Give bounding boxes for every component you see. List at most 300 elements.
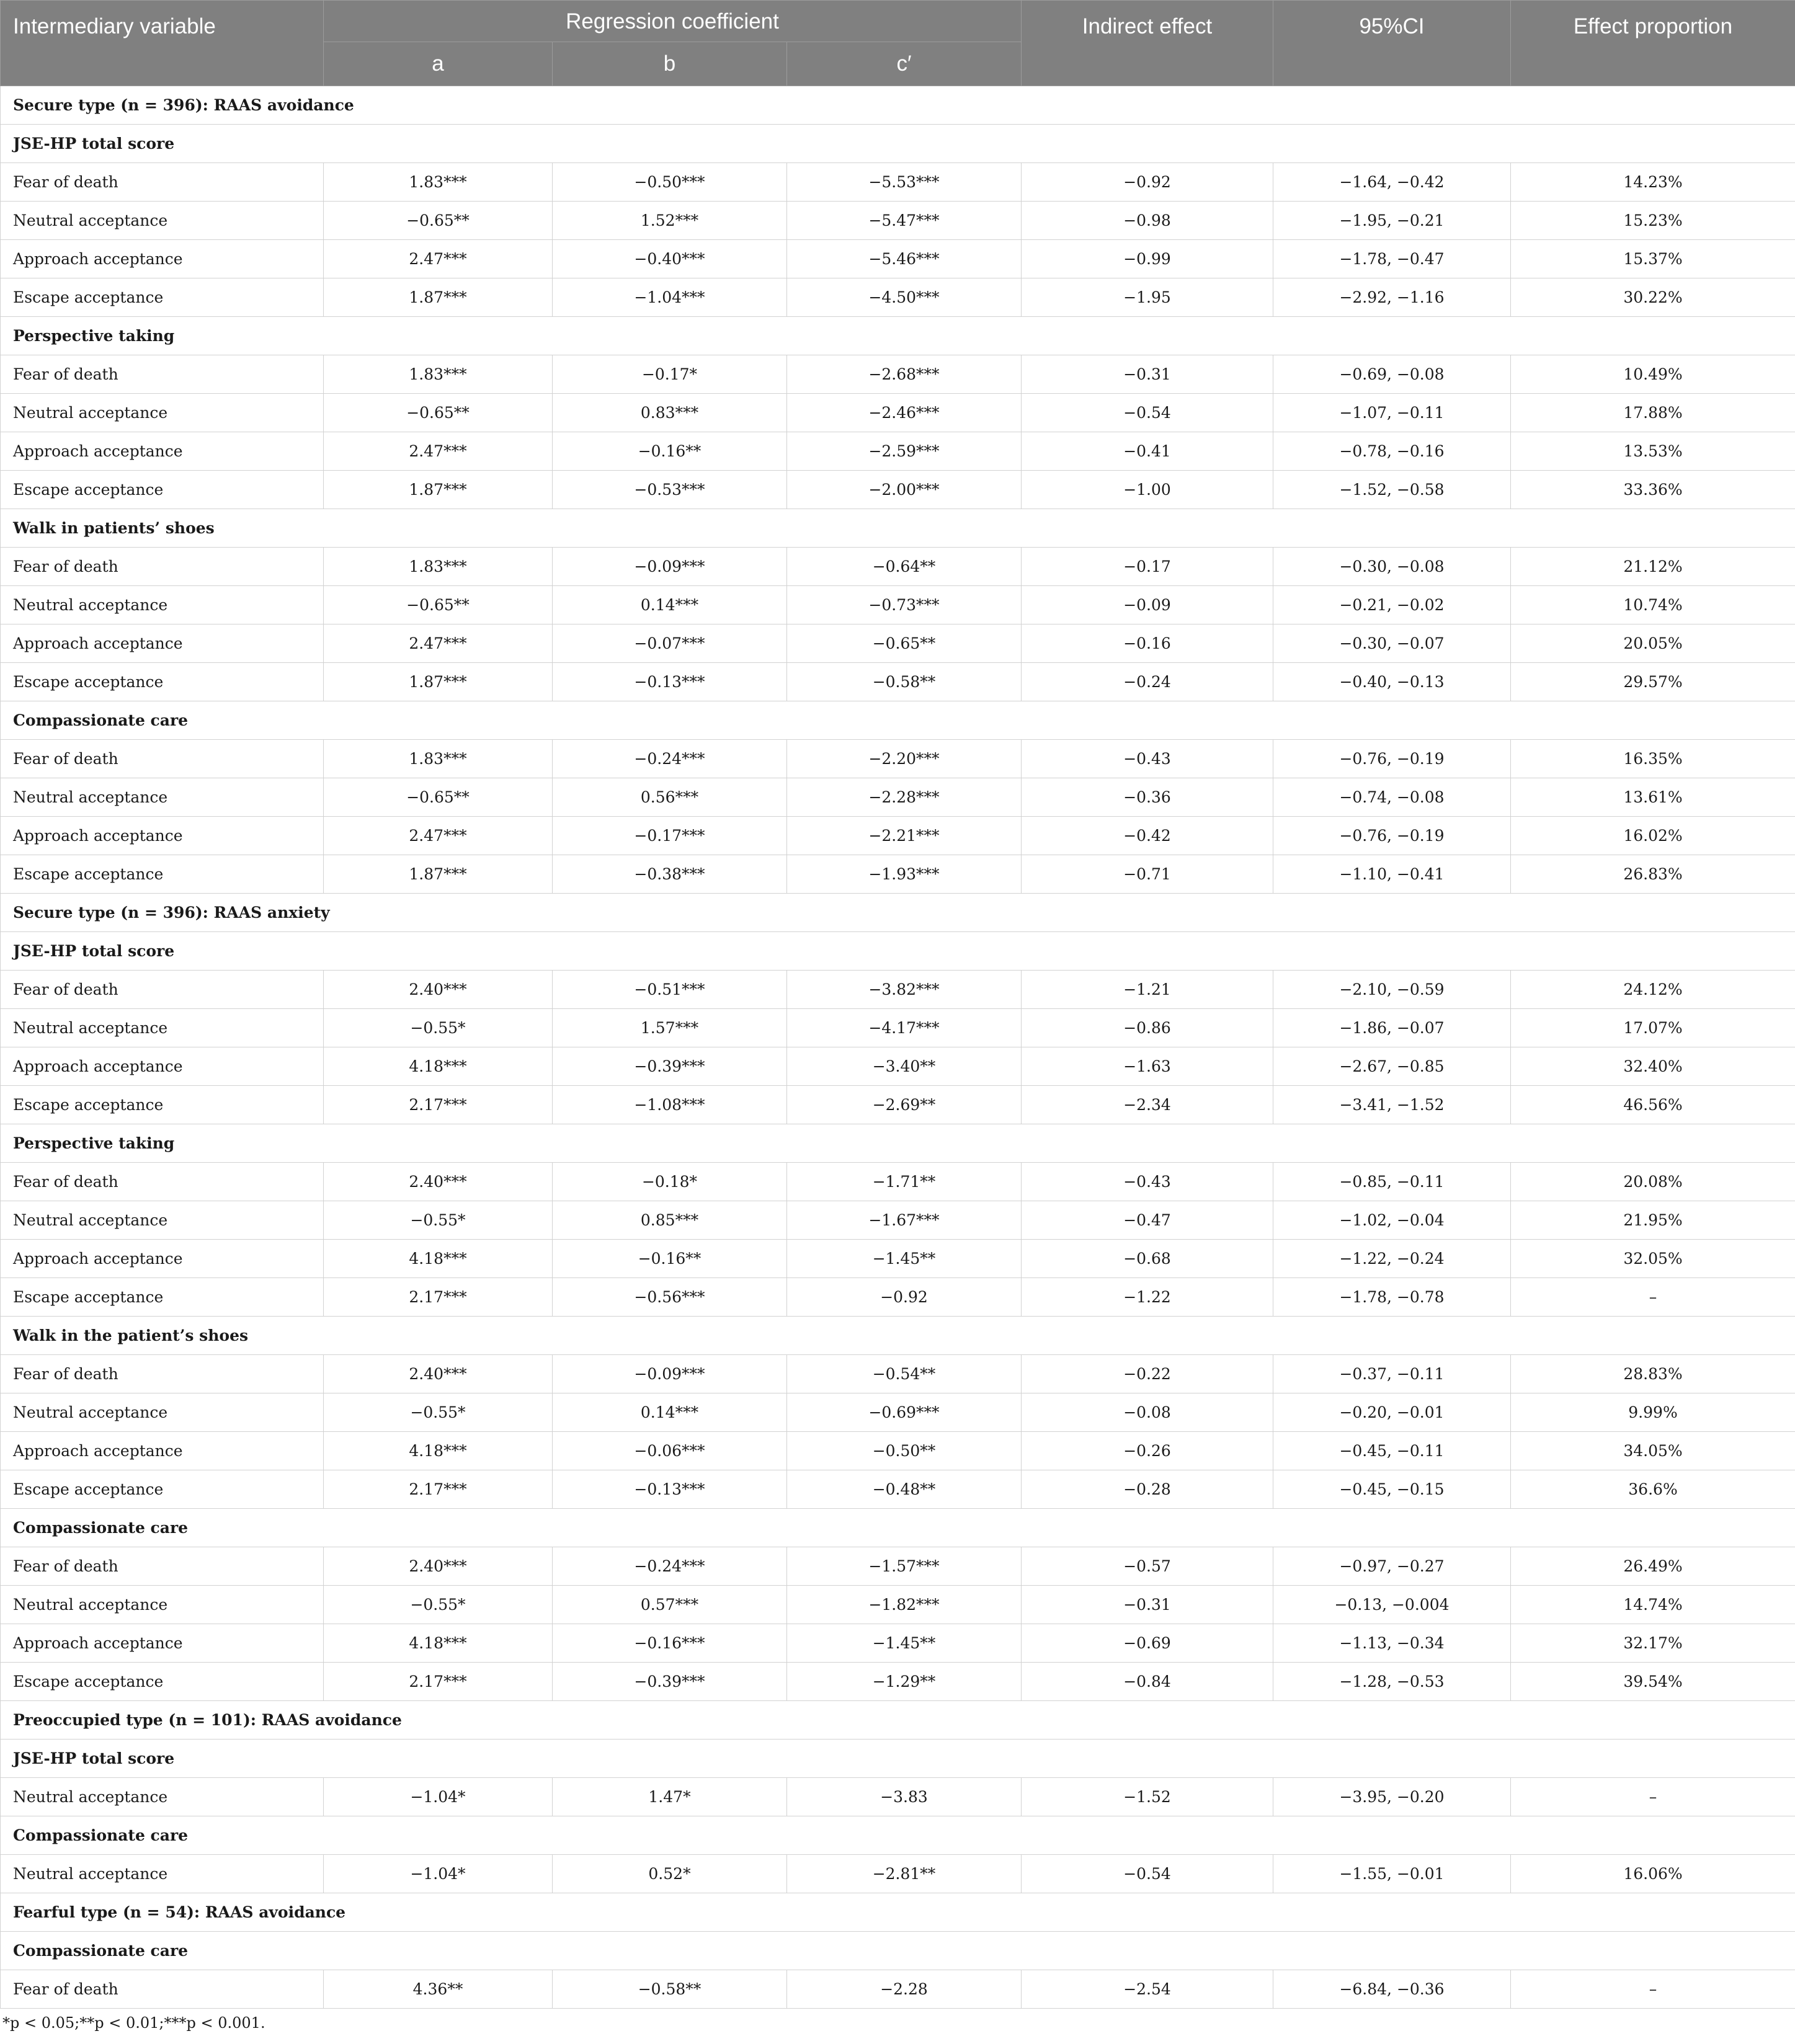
intermediary-variable-cell: Neutral acceptance	[1, 394, 324, 432]
ci-cell: −0.37, −0.11	[1273, 1355, 1511, 1393]
coef-b-cell: −0.39***	[553, 1047, 787, 1086]
coef-b-cell: 0.57***	[553, 1586, 787, 1624]
intermediary-variable-cell: Escape acceptance	[1, 663, 324, 701]
section-header-row	[1, 86, 1795, 125]
table-row	[1, 1201, 1795, 1240]
ci-cell: −0.13, −0.004	[1273, 1586, 1511, 1624]
coef-b-cell: 0.83***	[553, 394, 787, 432]
intermediary-variable-cell: Fear of death	[1, 971, 324, 1009]
table-row	[1, 1970, 1795, 2009]
effect-proportion-cell: 34.05%	[1511, 1432, 1795, 1470]
table-row	[1, 548, 1795, 586]
coef-c-prime-cell: −0.48**	[787, 1470, 1022, 1509]
group-label: Compassionate care	[1, 701, 1795, 740]
intermediary-variable-cell: Fear of death	[1, 548, 324, 586]
coef-a-cell: 1.83***	[324, 548, 553, 586]
coef-c-prime-cell: −2.28***	[787, 778, 1022, 817]
indirect-effect-cell: −0.84	[1022, 1663, 1273, 1701]
intermediary-variable-cell: Escape acceptance	[1, 1470, 324, 1509]
coef-a-cell: −0.65**	[324, 202, 553, 240]
ci-cell: −1.78, −0.78	[1273, 1278, 1511, 1317]
table-row	[1, 586, 1795, 624]
ci-cell: −1.22, −0.24	[1273, 1240, 1511, 1278]
indirect-effect-cell: −0.43	[1022, 740, 1273, 778]
ci-cell: −1.13, −0.34	[1273, 1624, 1511, 1663]
coef-c-prime-cell: −0.69***	[787, 1393, 1022, 1432]
intermediary-variable-cell: Escape acceptance	[1, 1278, 324, 1317]
table-body	[1, 86, 1795, 2009]
indirect-effect-cell: −0.08	[1022, 1393, 1273, 1432]
indirect-effect-cell: −0.47	[1022, 1201, 1273, 1240]
coef-a-cell: −0.65**	[324, 586, 553, 624]
coef-a-cell: 1.83***	[324, 740, 553, 778]
coef-a-cell: 2.40***	[324, 1355, 553, 1393]
coef-a-cell: 1.87***	[324, 471, 553, 509]
table-row	[1, 394, 1795, 432]
group-label: Walk in patients’ shoes	[1, 509, 1795, 548]
effect-proportion-cell: 10.74%	[1511, 586, 1795, 624]
ci-cell: −1.02, −0.04	[1273, 1201, 1511, 1240]
group-header-row	[1, 1932, 1795, 1970]
indirect-effect-cell: −0.16	[1022, 624, 1273, 663]
intermediary-variable-cell: Fear of death	[1, 1547, 324, 1586]
table-row	[1, 1240, 1795, 1278]
table-row	[1, 1009, 1795, 1047]
coef-b-cell: −0.16**	[553, 1240, 787, 1278]
group-label: Compassionate care	[1, 1932, 1795, 1970]
ci-cell: −0.74, −0.08	[1273, 778, 1511, 817]
group-label: Perspective taking	[1, 1124, 1795, 1163]
table-row	[1, 1624, 1795, 1663]
indirect-effect-cell: −0.17	[1022, 548, 1273, 586]
intermediary-variable-cell: Neutral acceptance	[1, 1855, 324, 1893]
coef-a-cell: 1.87***	[324, 663, 553, 701]
header-regression: Regression coefficient	[324, 1, 1022, 42]
table-row	[1, 817, 1795, 855]
group-header-row	[1, 1816, 1795, 1855]
effect-proportion-cell: 36.6%	[1511, 1470, 1795, 1509]
coef-c-prime-cell: −2.59***	[787, 432, 1022, 471]
effect-proportion-cell: 33.36%	[1511, 471, 1795, 509]
table-row	[1, 855, 1795, 894]
coef-a-cell: 4.18***	[324, 1624, 553, 1663]
indirect-effect-cell: −1.00	[1022, 471, 1273, 509]
coef-a-cell: 4.18***	[324, 1432, 553, 1470]
indirect-effect-cell: −0.98	[1022, 202, 1273, 240]
coef-a-cell: 1.83***	[324, 355, 553, 394]
ci-cell: −0.85, −0.11	[1273, 1163, 1511, 1201]
indirect-effect-cell: −0.68	[1022, 1240, 1273, 1278]
effect-proportion-cell: 10.49%	[1511, 355, 1795, 394]
coef-b-cell: −0.51***	[553, 971, 787, 1009]
indirect-effect-cell: −0.31	[1022, 355, 1273, 394]
ci-cell: −0.30, −0.07	[1273, 624, 1511, 663]
coef-b-cell: −0.07***	[553, 624, 787, 663]
indirect-effect-cell: −0.22	[1022, 1355, 1273, 1393]
coef-c-prime-cell: −2.68***	[787, 355, 1022, 394]
indirect-effect-cell: −1.63	[1022, 1047, 1273, 1086]
effect-proportion-cell: 28.83%	[1511, 1355, 1795, 1393]
table-row	[1, 1086, 1795, 1124]
coef-a-cell: 4.18***	[324, 1047, 553, 1086]
header-intermediary: Intermediary variable	[1, 1, 324, 86]
coef-b-cell: 1.52***	[553, 202, 787, 240]
effect-proportion-cell: 24.12%	[1511, 971, 1795, 1009]
coef-a-cell: −0.55*	[324, 1201, 553, 1240]
table-row	[1, 278, 1795, 317]
ci-cell: −2.67, −0.85	[1273, 1047, 1511, 1086]
table-row	[1, 1470, 1795, 1509]
coef-a-cell: 2.17***	[324, 1470, 553, 1509]
intermediary-variable-cell: Approach acceptance	[1, 1047, 324, 1086]
section-label: Fearful type (n = 54): RAAS avoidance	[1, 1893, 1795, 1932]
coef-a-cell: −0.55*	[324, 1009, 553, 1047]
coef-b-cell: −1.04***	[553, 278, 787, 317]
section-header-row	[1, 894, 1795, 932]
ci-cell: −0.69, −0.08	[1273, 355, 1511, 394]
effect-proportion-cell: 20.05%	[1511, 624, 1795, 663]
coef-b-cell: −0.24***	[553, 1547, 787, 1586]
table-row	[1, 432, 1795, 471]
indirect-effect-cell: −0.57	[1022, 1547, 1273, 1586]
table-row	[1, 624, 1795, 663]
indirect-effect-cell: −0.24	[1022, 663, 1273, 701]
coef-b-cell: 0.14***	[553, 586, 787, 624]
indirect-effect-cell: −1.22	[1022, 1278, 1273, 1317]
table-row	[1, 1586, 1795, 1624]
group-header-row	[1, 932, 1795, 971]
coef-b-cell: −0.40***	[553, 240, 787, 278]
section-label: Preoccupied type (n = 101): RAAS avoidance	[1, 1701, 1795, 1740]
ci-cell: −2.10, −0.59	[1273, 971, 1511, 1009]
intermediary-variable-cell: Neutral acceptance	[1, 778, 324, 817]
indirect-effect-cell: −0.26	[1022, 1432, 1273, 1470]
intermediary-variable-cell: Neutral acceptance	[1, 1586, 324, 1624]
effect-proportion-cell: –	[1511, 1970, 1795, 2009]
coef-a-cell: 2.47***	[324, 624, 553, 663]
coef-a-cell: 2.40***	[324, 971, 553, 1009]
coef-c-prime-cell: −2.21***	[787, 817, 1022, 855]
indirect-effect-cell: −1.52	[1022, 1778, 1273, 1816]
coef-b-cell: −0.17*	[553, 355, 787, 394]
indirect-effect-cell: −0.41	[1022, 432, 1273, 471]
effect-proportion-cell: 15.37%	[1511, 240, 1795, 278]
coef-c-prime-cell: −4.50***	[787, 278, 1022, 317]
effect-proportion-cell: 16.06%	[1511, 1855, 1795, 1893]
coef-c-prime-cell: −3.83	[787, 1778, 1022, 1816]
coef-b-cell: 1.47*	[553, 1778, 787, 1816]
ci-cell: −1.55, −0.01	[1273, 1855, 1511, 1893]
header-c-prime: c′	[787, 42, 1022, 86]
intermediary-variable-cell: Neutral acceptance	[1, 1201, 324, 1240]
coef-b-cell: −1.08***	[553, 1086, 787, 1124]
ci-cell: −3.95, −0.20	[1273, 1778, 1511, 1816]
coef-c-prime-cell: −0.65**	[787, 624, 1022, 663]
coef-c-prime-cell: −2.00***	[787, 471, 1022, 509]
coef-b-cell: 1.57***	[553, 1009, 787, 1047]
group-header-row	[1, 509, 1795, 548]
coef-c-prime-cell: −4.17***	[787, 1009, 1022, 1047]
ci-cell: −0.78, −0.16	[1273, 432, 1511, 471]
coef-a-cell: 1.87***	[324, 278, 553, 317]
effect-proportion-cell: 16.02%	[1511, 817, 1795, 855]
table-row	[1, 355, 1795, 394]
group-header-row	[1, 1740, 1795, 1778]
effect-proportion-cell: 16.35%	[1511, 740, 1795, 778]
intermediary-variable-cell: Escape acceptance	[1, 1663, 324, 1701]
ci-cell: −0.21, −0.02	[1273, 586, 1511, 624]
effect-proportion-cell: 14.74%	[1511, 1586, 1795, 1624]
coef-c-prime-cell: −0.92	[787, 1278, 1022, 1317]
table-row	[1, 1047, 1795, 1086]
coef-a-cell: −1.04*	[324, 1778, 553, 1816]
table-row	[1, 1278, 1795, 1317]
header-indirect: Indirect effect	[1022, 1, 1273, 86]
coef-a-cell: −0.65**	[324, 778, 553, 817]
group-header-row	[1, 1317, 1795, 1355]
coef-c-prime-cell: −1.57***	[787, 1547, 1022, 1586]
coef-a-cell: 4.36**	[324, 1970, 553, 2009]
indirect-effect-cell: −0.92	[1022, 163, 1273, 202]
coef-a-cell: 2.17***	[324, 1086, 553, 1124]
coef-c-prime-cell: −1.45**	[787, 1240, 1022, 1278]
intermediary-variable-cell: Approach acceptance	[1, 432, 324, 471]
intermediary-variable-cell: Approach acceptance	[1, 1240, 324, 1278]
coef-c-prime-cell: −0.73***	[787, 586, 1022, 624]
table-header	[1, 1, 1795, 86]
coef-c-prime-cell: −1.93***	[787, 855, 1022, 894]
group-header-row	[1, 317, 1795, 355]
coef-a-cell: 2.47***	[324, 817, 553, 855]
effect-proportion-cell: 14.23%	[1511, 163, 1795, 202]
effect-proportion-cell: 32.05%	[1511, 1240, 1795, 1278]
coef-c-prime-cell: −3.40**	[787, 1047, 1022, 1086]
coef-b-cell: −0.39***	[553, 1663, 787, 1701]
indirect-effect-cell: −2.54	[1022, 1970, 1273, 2009]
ci-cell: −0.30, −0.08	[1273, 548, 1511, 586]
coef-b-cell: 0.14***	[553, 1393, 787, 1432]
ci-cell: −1.10, −0.41	[1273, 855, 1511, 894]
header-ci: 95%CI	[1273, 1, 1511, 86]
ci-cell: −3.41, −1.52	[1273, 1086, 1511, 1124]
table-row	[1, 1855, 1795, 1893]
group-header-row	[1, 125, 1795, 163]
indirect-effect-cell: −0.43	[1022, 1163, 1273, 1201]
effect-proportion-cell: 46.56%	[1511, 1086, 1795, 1124]
effect-proportion-cell: 15.23%	[1511, 202, 1795, 240]
section-label: Secure type (n = 396): RAAS anxiety	[1, 894, 1795, 932]
coef-c-prime-cell: −0.50**	[787, 1432, 1022, 1470]
coef-b-cell: −0.13***	[553, 1470, 787, 1509]
group-label: Perspective taking	[1, 317, 1795, 355]
intermediary-variable-cell: Fear of death	[1, 1163, 324, 1201]
coef-c-prime-cell: −0.58**	[787, 663, 1022, 701]
coef-b-cell: −0.24***	[553, 740, 787, 778]
coef-b-cell: −0.58**	[553, 1970, 787, 2009]
intermediary-variable-cell: Neutral acceptance	[1, 1009, 324, 1047]
table-row	[1, 1355, 1795, 1393]
ci-cell: −0.76, −0.19	[1273, 817, 1511, 855]
coef-c-prime-cell: −3.82***	[787, 971, 1022, 1009]
group-label: JSE-HP total score	[1, 125, 1795, 163]
group-label: Compassionate care	[1, 1816, 1795, 1855]
coef-b-cell: −0.16***	[553, 1624, 787, 1663]
effect-proportion-cell: 9.99%	[1511, 1393, 1795, 1432]
intermediary-variable-cell: Escape acceptance	[1, 1086, 324, 1124]
effect-proportion-cell: 13.61%	[1511, 778, 1795, 817]
group-label: Compassionate care	[1, 1509, 1795, 1547]
coef-a-cell: 2.47***	[324, 240, 553, 278]
intermediary-variable-cell: Escape acceptance	[1, 278, 324, 317]
ci-cell: −1.64, −0.42	[1273, 163, 1511, 202]
group-label: JSE-HP total score	[1, 1740, 1795, 1778]
effect-proportion-cell: 39.54%	[1511, 1663, 1795, 1701]
intermediary-variable-cell: Fear of death	[1, 355, 324, 394]
table-row	[1, 971, 1795, 1009]
coef-c-prime-cell: −0.64**	[787, 548, 1022, 586]
indirect-effect-cell: −0.71	[1022, 855, 1273, 894]
ci-cell: −0.45, −0.15	[1273, 1470, 1511, 1509]
ci-cell: −1.52, −0.58	[1273, 471, 1511, 509]
intermediary-variable-cell: Escape acceptance	[1, 471, 324, 509]
coef-b-cell: 0.85***	[553, 1201, 787, 1240]
coef-a-cell: 1.83***	[324, 163, 553, 202]
effect-proportion-cell: 30.22%	[1511, 278, 1795, 317]
indirect-effect-cell: −0.54	[1022, 394, 1273, 432]
coef-a-cell: 2.17***	[324, 1278, 553, 1317]
effect-proportion-cell: –	[1511, 1778, 1795, 1816]
table-row	[1, 1663, 1795, 1701]
coef-a-cell: 2.17***	[324, 1663, 553, 1701]
effect-proportion-cell: 17.07%	[1511, 1009, 1795, 1047]
effect-proportion-cell: 17.88%	[1511, 394, 1795, 432]
indirect-effect-cell: −0.09	[1022, 586, 1273, 624]
table-row	[1, 663, 1795, 701]
effect-proportion-cell: 32.17%	[1511, 1624, 1795, 1663]
table-row	[1, 1778, 1795, 1816]
coef-b-cell: −0.06***	[553, 1432, 787, 1470]
ci-cell: −1.86, −0.07	[1273, 1009, 1511, 1047]
group-label: JSE-HP total score	[1, 932, 1795, 971]
intermediary-variable-cell: Approach acceptance	[1, 624, 324, 663]
indirect-effect-cell: −0.99	[1022, 240, 1273, 278]
ci-cell: −2.92, −1.16	[1273, 278, 1511, 317]
intermediary-variable-cell: Neutral acceptance	[1, 1393, 324, 1432]
intermediary-variable-cell: Fear of death	[1, 1970, 324, 2009]
header-a: a	[324, 42, 553, 86]
header-proportion: Effect proportion	[1511, 1, 1795, 86]
table-row	[1, 1547, 1795, 1586]
ci-cell: −0.20, −0.01	[1273, 1393, 1511, 1432]
effect-proportion-cell: 29.57%	[1511, 663, 1795, 701]
coef-b-cell: −0.38***	[553, 855, 787, 894]
coef-b-cell: −0.16**	[553, 432, 787, 471]
table-row	[1, 163, 1795, 202]
group-header-row	[1, 1509, 1795, 1547]
table-row	[1, 778, 1795, 817]
coef-b-cell: 0.56***	[553, 778, 787, 817]
ci-cell: −0.76, −0.19	[1273, 740, 1511, 778]
group-header-row	[1, 701, 1795, 740]
indirect-effect-cell: −1.95	[1022, 278, 1273, 317]
intermediary-variable-cell: Approach acceptance	[1, 1432, 324, 1470]
indirect-effect-cell: −0.28	[1022, 1470, 1273, 1509]
coef-c-prime-cell: −1.67***	[787, 1201, 1022, 1240]
coef-b-cell: −0.18*	[553, 1163, 787, 1201]
coef-c-prime-cell: −2.28	[787, 1970, 1022, 2009]
coef-a-cell: 4.18***	[324, 1240, 553, 1278]
header-b: b	[553, 42, 787, 86]
indirect-effect-cell: −2.34	[1022, 1086, 1273, 1124]
indirect-effect-cell: −0.31	[1022, 1586, 1273, 1624]
coef-a-cell: −0.55*	[324, 1586, 553, 1624]
intermediary-variable-cell: Approach acceptance	[1, 817, 324, 855]
coef-a-cell: 2.40***	[324, 1163, 553, 1201]
indirect-effect-cell: −1.21	[1022, 971, 1273, 1009]
coef-b-cell: −0.53***	[553, 471, 787, 509]
ci-cell: −1.78, −0.47	[1273, 240, 1511, 278]
coef-c-prime-cell: −1.29**	[787, 1663, 1022, 1701]
intermediary-variable-cell: Approach acceptance	[1, 240, 324, 278]
coef-c-prime-cell: −0.54**	[787, 1355, 1022, 1393]
section-label: Secure type (n = 396): RAAS avoidance	[1, 86, 1795, 125]
coef-c-prime-cell: −1.71**	[787, 1163, 1022, 1201]
section-header-row	[1, 1893, 1795, 1932]
indirect-effect-cell: −0.54	[1022, 1855, 1273, 1893]
ci-cell: −0.40, −0.13	[1273, 663, 1511, 701]
ci-cell: −0.45, −0.11	[1273, 1432, 1511, 1470]
table-footnote: *p < 0.05;**p < 0.01;***p < 0.001.	[2, 2014, 265, 2032]
indirect-effect-cell: −0.69	[1022, 1624, 1273, 1663]
group-header-row	[1, 1124, 1795, 1163]
coef-c-prime-cell: −5.53***	[787, 163, 1022, 202]
effect-proportion-cell: 21.12%	[1511, 548, 1795, 586]
coef-b-cell: −0.50***	[553, 163, 787, 202]
intermediary-variable-cell: Neutral acceptance	[1, 1778, 324, 1816]
table-row	[1, 1393, 1795, 1432]
intermediary-variable-cell: Neutral acceptance	[1, 202, 324, 240]
intermediary-variable-cell: Fear of death	[1, 1355, 324, 1393]
coef-c-prime-cell: −2.69**	[787, 1086, 1022, 1124]
effect-proportion-cell: 26.49%	[1511, 1547, 1795, 1586]
intermediary-variable-cell: Fear of death	[1, 740, 324, 778]
coef-a-cell: 1.87***	[324, 855, 553, 894]
indirect-effect-cell: −0.42	[1022, 817, 1273, 855]
coef-b-cell: −0.09***	[553, 1355, 787, 1393]
intermediary-variable-cell: Approach acceptance	[1, 1624, 324, 1663]
coef-a-cell: −0.55*	[324, 1393, 553, 1432]
coef-c-prime-cell: −2.46***	[787, 394, 1022, 432]
table-row	[1, 202, 1795, 240]
effect-proportion-cell: 32.40%	[1511, 1047, 1795, 1086]
coef-a-cell: 2.47***	[324, 432, 553, 471]
coef-b-cell: −0.09***	[553, 548, 787, 586]
ci-cell: −1.28, −0.53	[1273, 1663, 1511, 1701]
coef-a-cell: −1.04*	[324, 1855, 553, 1893]
indirect-effect-cell: −0.36	[1022, 778, 1273, 817]
effect-proportion-cell: –	[1511, 1278, 1795, 1317]
intermediary-variable-cell: Escape acceptance	[1, 855, 324, 894]
effect-proportion-cell: 13.53%	[1511, 432, 1795, 471]
ci-cell: −1.07, −0.11	[1273, 394, 1511, 432]
coef-c-prime-cell: −5.46***	[787, 240, 1022, 278]
table-row	[1, 1163, 1795, 1201]
coef-b-cell: 0.52*	[553, 1855, 787, 1893]
coef-c-prime-cell: −1.82***	[787, 1586, 1022, 1624]
table-row	[1, 471, 1795, 509]
coef-c-prime-cell: −2.81**	[787, 1855, 1022, 1893]
table-row	[1, 240, 1795, 278]
